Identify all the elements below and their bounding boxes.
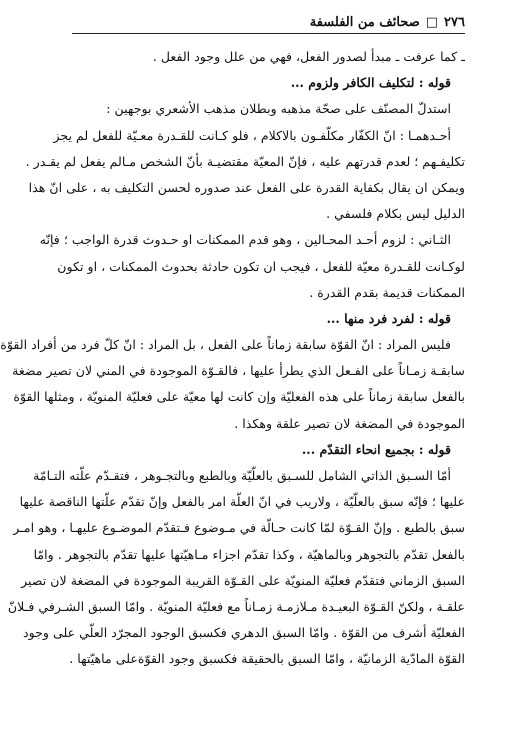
text-line: تكليفـهم ؛ لعدم قدرتهم عليه ، فإنّ المعيّة مقتضيـة بأنّ الشخص مـالم يفعل لم يقـدر . bbox=[25, 153, 465, 169]
page-header bbox=[72, 8, 465, 34]
commentary-heading: قوله : بجميع انحاء التقدّم ... bbox=[301, 441, 451, 457]
text-line: سابقـة زمـاناً على الفـعل الذي يطرأ عليها ، فالقـوّة الموجودة في المني لان تصير مضغة bbox=[12, 363, 465, 379]
page-body bbox=[0, 44, 465, 673]
page-number: ٢٧٦ bbox=[444, 15, 465, 30]
text-line: لوكـانت للقـدرة معيّة للفعل ، فيجب ان تكون حادثة بحدوث الممكنات ، او تكون bbox=[57, 258, 465, 274]
text-line: عليها ؛ فإنّه سبق بالعلّيّة ، ولاريب في انّ العلّة امر بالفعل وإنّ تقدّم علّتها الناقصة عليها bbox=[19, 494, 465, 510]
text-line: علقـة ، ولكنّ القـوّة البعيـدة مـلازمـة زمـاناً مع فعليّة المنويّة . وامّا السبق الشـرفي فـلانّ bbox=[7, 598, 465, 614]
commentary-heading: قوله : لفرد فرد منها ... bbox=[326, 310, 451, 326]
header-separator: □ bbox=[425, 15, 439, 30]
text-line: الممكنات قديمة بقدم القدرة . bbox=[309, 284, 465, 300]
text-line: أحـدهمـا : انّ الكفّار مكلّفـون بالاكلام ، فلو كـانت للقـدرة معـيّة للفعل لم يجز bbox=[53, 127, 451, 143]
text-line: ـ كما عرفت ـ مبدأ لصدور الفعل، فهي من علل وجود الفعل . bbox=[152, 49, 465, 64]
text-line: الثـاني : لزوم أحـد المحـالين ، وهو قدم الممكنات او حـدوث قدرة الواجب ؛ فإنّه bbox=[39, 232, 451, 248]
running-title: صحائف من الفلسفة bbox=[309, 15, 420, 30]
text-line: فليس المراد : انّ القوّة سابقة زماناً على الفعل ، بل المراد : انّ كلّ فرد من أفراد القوّة bbox=[0, 337, 451, 353]
text-line: استدلّ المصنّف على صحّة مذهبه وبطلان مذهب الأشعري بوجهين : bbox=[106, 101, 451, 117]
text-line: بالفعل تقدّم بالتجوهر وبالماهيّة ، وكذا تقدّم اجزاء مـاهيّتها عليها تقدّم بالتجوهر . وامّا bbox=[33, 546, 465, 562]
text-line: القوّة المادّية الزمانيّة ، وامّا السبق بالحقيقة فكسبق وجود القوّةعلى ماهيّتها . bbox=[69, 651, 465, 667]
text-line: ويمكن ان يقال بكفاية القدرة على الفعل عند صدوره لحسن التكليف به ، على انّ هذا bbox=[28, 179, 465, 195]
text-line: الدليل ليس بكلام فلسفي . bbox=[326, 206, 465, 222]
text-line: الفعليّة أشرف من القوّة . وامّا السبق الدهري فكسبق الوجود المجرّد العلّي على وجود bbox=[23, 625, 465, 641]
text-line: الموجودة في المضغة لان تصير علقة وهكذا . bbox=[234, 415, 465, 431]
text-line: بالفعل سابقة زماناً على هذه الفعليّة وإن كانت لها معيّة على فعليّة المنويّة ، ومثلها القوّة bbox=[13, 389, 465, 405]
text-line: السبق الزماني فتقدّم فعليّة المنويّة على القـوّة القريبة الموجودة في المضغة لان تصير bbox=[21, 572, 465, 588]
text-line: أمّا السـبق الذاتي الشامل للسـبق بالعلّيّة وبالطبع وبالتجـوهر ، فتقـدّم علّته التـامّة bbox=[33, 468, 451, 483]
text-line: سبق بالطبع . وإنّ القـوّة لمّا كانت حـالّة في مـوضوع فـتقدّم الموضـوع عليهـا ، وهو امـر bbox=[13, 520, 465, 536]
commentary-heading: قوله : لتكليف الكافر ولزوم ... bbox=[290, 75, 451, 91]
